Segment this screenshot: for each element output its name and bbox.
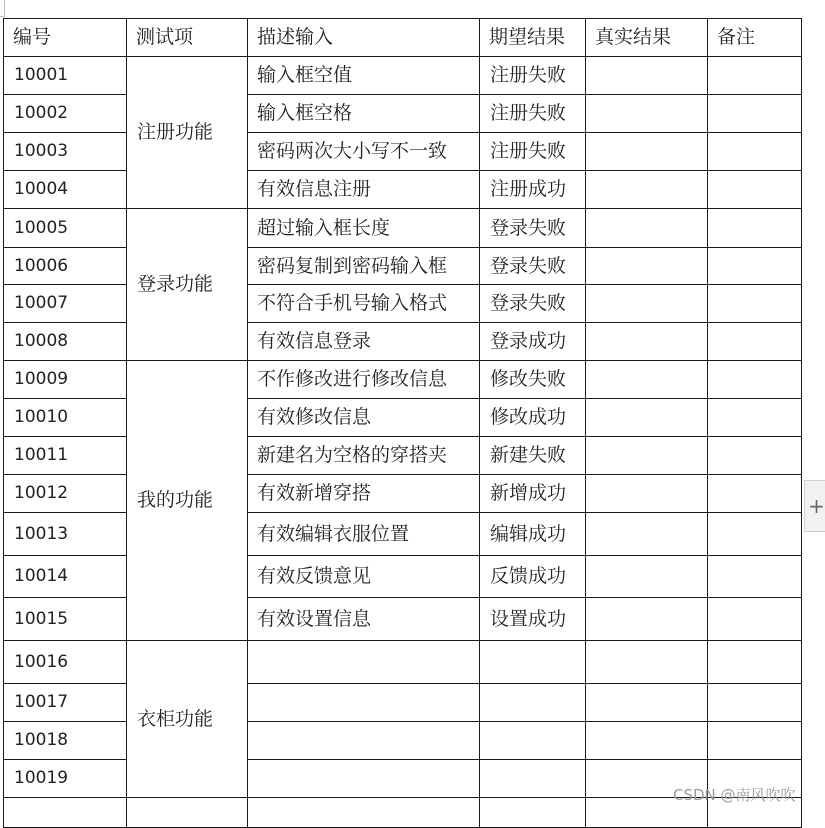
actual-result-cell (586, 248, 708, 285)
actual-result-cell (586, 556, 708, 598)
table-row (4, 437, 802, 475)
actual-result-cell (586, 285, 708, 323)
notes-cell (708, 722, 802, 760)
test-item-cell: 登录功能 (127, 209, 248, 361)
description-cell: 有效新增穿搭 (248, 475, 480, 513)
case-id-cell: 10002 (4, 95, 127, 133)
header-cell-description: 描述输入 (248, 19, 480, 57)
description-cell: 密码两次大小写不一致 (248, 133, 480, 171)
expected-result-cell: 编辑成功 (480, 513, 586, 556)
description-cell (248, 641, 480, 684)
case-id-cell: 10005 (4, 209, 127, 248)
table-row (4, 248, 802, 285)
test-case-table (3, 18, 802, 828)
actual-result-cell (586, 171, 708, 209)
notes-cell (708, 475, 802, 513)
case-id-cell: 10006 (4, 248, 127, 285)
header-row (4, 19, 802, 57)
case-id-cell: 10012 (4, 475, 127, 513)
notes-cell (708, 361, 802, 399)
description-cell: 有效信息注册 (248, 171, 480, 209)
table-row (4, 598, 802, 641)
case-id-cell: 10016 (4, 641, 127, 684)
case-id-cell: 10003 (4, 133, 127, 171)
expected-result-cell: 修改成功 (480, 399, 586, 437)
table-row (4, 722, 802, 760)
notes-cell (708, 323, 802, 361)
table-row (4, 684, 802, 722)
description-cell: 有效信息登录 (248, 323, 480, 361)
description-cell: 密码复制到密码输入框 (248, 248, 480, 285)
header-cell-id: 编号 (4, 19, 127, 57)
case-id-cell: 10015 (4, 598, 127, 641)
notes-cell (708, 285, 802, 323)
table-row (4, 57, 802, 95)
notes-cell (708, 209, 802, 248)
notes-cell (708, 248, 802, 285)
header-cell-expected-result: 期望结果 (480, 19, 586, 57)
table-row (4, 171, 802, 209)
description-cell: 新建名为空格的穿搭夹 (248, 437, 480, 475)
description-cell (248, 722, 480, 760)
table-row (4, 95, 802, 133)
description-cell: 输入框空格 (248, 95, 480, 133)
notes-cell (708, 399, 802, 437)
description-cell: 有效编辑衣服位置 (248, 513, 480, 556)
actual-result-cell (586, 722, 708, 760)
actual-result-cell (586, 57, 708, 95)
expected-result-cell: 登录成功 (480, 323, 586, 361)
notes-cell (708, 513, 802, 556)
plus-icon: + (808, 494, 825, 518)
add-row-button[interactable] (804, 480, 825, 532)
table-row (4, 641, 802, 684)
expected-result-cell (480, 760, 586, 798)
notes-cell (708, 437, 802, 475)
expected-result-cell: 新建失败 (480, 437, 586, 475)
notes-cell (708, 171, 802, 209)
expected-result-cell: 登录失败 (480, 209, 586, 248)
case-id-cell: 10017 (4, 684, 127, 722)
expected-result-cell (480, 722, 586, 760)
notes-cell (708, 684, 802, 722)
case-id-cell: 10019 (4, 760, 127, 798)
actual-result-cell (586, 95, 708, 133)
test-item-cell: 我的功能 (127, 361, 248, 641)
case-id-cell: 10008 (4, 323, 127, 361)
test-case-table-body (4, 19, 802, 828)
case-id-cell: 10018 (4, 722, 127, 760)
notes-cell (708, 95, 802, 133)
header-cell-test-item: 测试项 (127, 19, 248, 57)
expected-result-cell: 注册失败 (480, 57, 586, 95)
document-corner-mark (0, 0, 5, 17)
actual-result-cell (586, 641, 708, 684)
description-cell (248, 760, 480, 798)
expected-result-cell: 新增成功 (480, 475, 586, 513)
watermark: CSDN @南风吹吹 (673, 786, 796, 804)
table-row (4, 133, 802, 171)
actual-result-cell (586, 399, 708, 437)
expected-result-cell: 注册成功 (480, 171, 586, 209)
expected-result-cell (480, 684, 586, 722)
actual-result-cell (586, 684, 708, 722)
case-id-cell: 10007 (4, 285, 127, 323)
actual-result-cell (586, 323, 708, 361)
table-row (4, 323, 802, 361)
table-row (4, 513, 802, 556)
expected-result-cell: 注册失败 (480, 133, 586, 171)
actual-result-cell (586, 361, 708, 399)
notes-cell (708, 598, 802, 641)
table-row (4, 475, 802, 513)
actual-result-cell (586, 209, 708, 248)
case-id-cell: 10014 (4, 556, 127, 598)
description-cell (248, 684, 480, 722)
case-id-cell: 10011 (4, 437, 127, 475)
test-item-cell: 注册功能 (127, 57, 248, 209)
actual-result-cell (586, 133, 708, 171)
case-id-cell: 10013 (4, 513, 127, 556)
actual-result-cell (586, 437, 708, 475)
header-cell-actual-result: 真实结果 (586, 19, 708, 57)
description-cell: 输入框空值 (248, 57, 480, 95)
description-cell: 有效设置信息 (248, 598, 480, 641)
case-id-cell: 10001 (4, 57, 127, 95)
expected-result-cell: 登录失败 (480, 285, 586, 323)
notes-cell (708, 556, 802, 598)
description-cell: 不作修改进行修改信息 (248, 361, 480, 399)
notes-cell (708, 641, 802, 684)
expected-result-cell: 注册失败 (480, 95, 586, 133)
notes-cell (708, 133, 802, 171)
expected-result-cell: 设置成功 (480, 598, 586, 641)
table-row (4, 556, 802, 598)
table-row (4, 399, 802, 437)
actual-result-cell (586, 513, 708, 556)
expected-result-cell: 修改失败 (480, 361, 586, 399)
description-cell: 不符合手机号输入格式 (248, 285, 480, 323)
table-row (4, 209, 802, 248)
test-item-cell: 衣柜功能 (127, 641, 248, 798)
table-row (4, 285, 802, 323)
expected-result-cell (480, 641, 586, 684)
description-cell: 超过输入框长度 (248, 209, 480, 248)
case-id-cell: 10009 (4, 361, 127, 399)
expected-result-cell: 反馈成功 (480, 556, 586, 598)
description-cell: 有效反馈意见 (248, 556, 480, 598)
actual-result-cell (586, 475, 708, 513)
header-cell-notes: 备注 (708, 19, 802, 57)
notes-cell (708, 57, 802, 95)
description-cell: 有效修改信息 (248, 399, 480, 437)
expected-result-cell: 登录失败 (480, 248, 586, 285)
case-id-cell: 10004 (4, 171, 127, 209)
actual-result-cell (586, 598, 708, 641)
table-row (4, 361, 802, 399)
case-id-cell: 10010 (4, 399, 127, 437)
